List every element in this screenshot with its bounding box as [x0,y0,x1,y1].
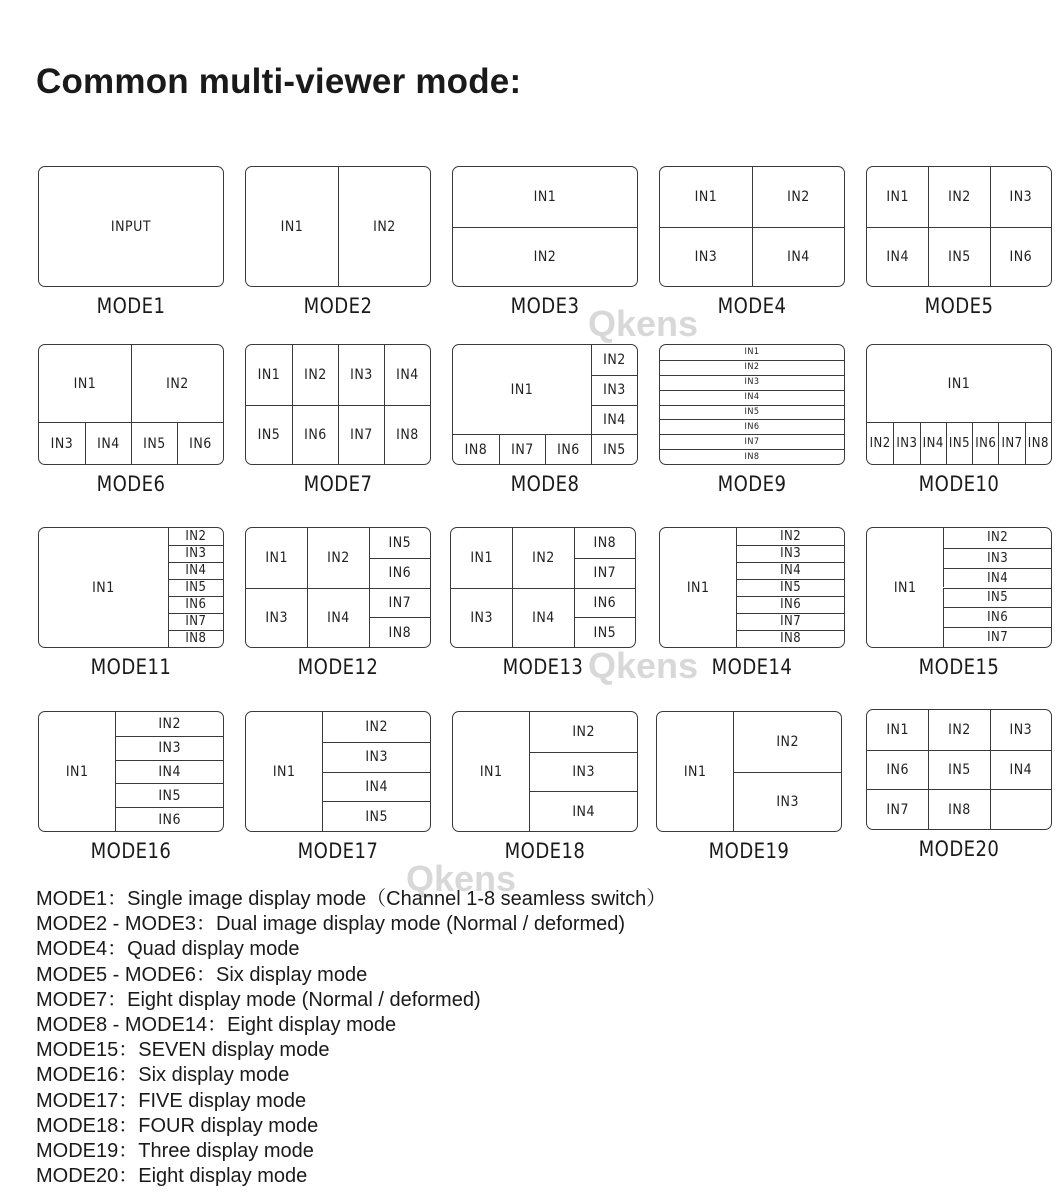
input-cell-in1: IN1 [686,579,710,596]
mode-label: MODE15 [918,655,1000,679]
input-cell-in6: IN6 [867,750,928,790]
mode-diagram-1 [38,166,224,318]
mode-diagram-6 [38,344,224,496]
input-cell-in1: IN1 [92,579,115,596]
input-cell-in8: IN8 [660,449,844,464]
mode-diagram-20 [866,709,1052,861]
input-cell-in6: IN6 [574,588,635,618]
mode-diagram-9 [659,344,845,496]
mode-description: MODE20：Eight display mode [36,1165,308,1188]
input-cell-in7: IN7 [574,558,635,588]
input-cell-in6: IN6 [943,607,1051,627]
input-cell-in6: IN6 [369,558,430,588]
input-cell-in5: IN5 [246,405,292,465]
mode-label: MODE11 [90,655,172,679]
mode-diagram-18 [452,711,638,863]
mode-diagram-19 [656,711,842,863]
input-cell-input: INPUT [110,218,152,235]
screen-layout [656,711,842,832]
mode-label: MODE12 [297,655,379,679]
mode-description: MODE15：SEVEN display mode [36,1039,330,1062]
input-cell-in6: IN6 [115,807,223,831]
input-cell-in5: IN5 [946,422,972,464]
input-cell-in2: IN2 [512,528,573,588]
input-cell-in2: IN2 [752,167,844,227]
mode-diagram-12 [245,527,431,679]
input-cell-in1: IN1 [886,721,909,738]
screen-layout [38,527,224,648]
input-cell-in7: IN7 [369,588,430,618]
input-cell-in2: IN2 [928,710,989,750]
input-cell-in1: IN1 [65,763,89,780]
screen-layout [866,709,1052,830]
mode-description: MODE1：Single image display mode（Channel 1-8 seamless switch） [36,888,667,910]
mode-label: MODE6 [96,472,166,496]
input-cell-in1: IN1 [73,375,97,392]
screen-layout [38,711,224,832]
input-cell-in2: IN2 [322,712,430,742]
input-cell-in7: IN7 [168,613,223,630]
screen-layout [245,166,431,287]
input-cell-in5: IN5 [168,579,223,596]
mode-diagram-5 [866,166,1052,318]
screen-layout [866,527,1052,648]
input-cell-in7: IN7 [867,789,928,829]
input-cell-in1: IN1 [280,218,304,235]
mode-description: MODE16：Six display mode [36,1064,290,1087]
screen-layout [245,344,431,465]
mode-label: MODE2 [303,294,373,318]
mode-label: MODE7 [303,472,373,496]
input-cell-in5: IN5 [928,750,989,790]
input-cell-in1: IN1 [893,579,917,596]
input-cell-in3: IN3 [736,545,844,562]
input-cell-in6: IN6 [292,405,338,465]
input-cell-in4: IN4 [920,422,946,464]
input-cell-in6: IN6 [168,596,223,613]
input-cell-in2: IN2 [131,345,223,422]
mode-diagram-3 [452,166,638,318]
mode-diagram-8 [452,344,638,496]
input-cell-in3: IN3 [733,772,841,832]
input-cell-in4: IN4 [867,227,928,287]
screen-layout [450,527,636,648]
mode-diagram-16 [38,711,224,863]
input-cell-in2: IN2 [591,345,637,375]
input-cell-in5: IN5 [736,579,844,596]
screen-layout [245,527,431,648]
mode-diagram-10 [866,344,1052,496]
input-cell-in7: IN7 [998,422,1024,464]
screen-layout [38,166,224,287]
watermark-logo: Qkens [588,303,699,344]
mode-diagram-13 [450,527,636,679]
input-cell-in3: IN3 [168,545,223,562]
input-cell-in2: IN2 [736,528,844,545]
input-cell-in3: IN3 [451,588,512,648]
mode-description: MODE4：Quad display mode [36,938,300,961]
screen-layout [866,344,1052,465]
mode-label: MODE1 [96,294,166,318]
input-cell-in7: IN7 [338,405,384,465]
input-cell-in6: IN6 [545,434,591,464]
input-cell-in6: IN6 [972,422,998,464]
input-cell-in5: IN5 [369,528,430,558]
input-cell-in4: IN4 [943,568,1051,588]
input-cell-in3: IN3 [990,710,1051,750]
input-cell-in1: IN1 [533,188,557,205]
screen-layout [452,344,638,465]
input-cell-in6: IN6 [660,419,844,434]
screen-layout [866,166,1052,287]
screen-layout [245,711,431,832]
input-cell-in4: IN4 [660,390,844,405]
mode-label: MODE13 [502,655,584,679]
input-cell-in1: IN1 [694,188,718,205]
page-title: Common multi-viewer mode: [36,62,522,101]
input-cell-in8: IN8 [928,789,989,829]
mode-label: MODE20 [918,837,1000,861]
mode-label: MODE19 [708,839,790,863]
mode-description-list [36,887,666,1189]
input-cell-in1: IN1 [479,763,503,780]
mode-description: MODE8 - MODE14：Eight display mode [36,1014,397,1037]
watermark-logo: Qkens [406,858,517,899]
input-cell-in3: IN3 [39,422,85,464]
input-cell-in2: IN2 [928,167,989,227]
watermark-logo: Qkens [588,645,699,686]
input-cell-in4: IN4 [384,345,430,405]
input-cell-in6: IN6 [990,227,1051,287]
mode-description: MODE19：Three display mode [36,1140,314,1163]
input-cell-in8: IN8 [453,434,499,464]
screen-layout [452,711,638,832]
input-cell-in5: IN5 [943,588,1051,608]
input-cell-in5: IN5 [660,405,844,420]
input-cell-in4: IN4 [322,772,430,802]
input-cell-in2: IN2 [529,712,637,752]
input-cell-in1: IN1 [886,188,909,205]
input-cell-in4: IN4 [736,562,844,579]
input-cell-in3: IN3 [591,375,637,405]
input-cell-in3: IN3 [322,742,430,772]
input-cell-in4: IN4 [307,588,368,648]
input-cell-in5: IN5 [928,227,989,287]
mode-description: MODE7：Eight display mode (Normal / deformed) [36,988,481,1011]
input-cell-in4: IN4 [85,422,131,464]
input-cell-in8: IN8 [574,528,635,558]
input-cell-in4: IN4 [168,562,223,579]
mode-label: MODE9 [717,472,787,496]
input-cell-in8: IN8 [1025,422,1051,464]
input-cell-in3: IN3 [990,167,1051,227]
input-cell-in8: IN8 [168,630,223,647]
mode-description: MODE2 - MODE3：Dual image display mode (Normal / deformed) [36,913,626,936]
input-cell-in3: IN3 [893,422,919,464]
input-cell-in2: IN2 [307,528,368,588]
input-cell-in4: IN4 [990,750,1051,790]
input-cell-in1: IN1 [510,381,534,398]
input-cell-in6: IN6 [736,596,844,613]
screen-layout [659,527,845,648]
input-cell-in3: IN3 [660,375,844,390]
input-cell-in4: IN4 [115,760,223,784]
input-cell-in1: IN1 [744,346,760,357]
screen-layout [659,344,845,465]
input-cell-in5: IN5 [131,422,177,464]
mode-label: MODE14 [711,655,793,679]
screen-layout [659,166,845,287]
mode-label: MODE4 [717,294,787,318]
input-cell-in8: IN8 [384,405,430,465]
mode-label: MODE5 [924,294,994,318]
input-cell-in7: IN7 [736,613,844,630]
input-cell-in1: IN1 [257,366,281,383]
screen-layout [38,344,224,465]
mode-label: MODE16 [90,839,172,863]
input-cell-in3: IN3 [943,548,1051,568]
input-cell-in7: IN7 [499,434,545,464]
input-cell-in2: IN2 [943,528,1051,548]
mode-label: MODE8 [510,472,580,496]
input-cell-in5: IN5 [322,801,430,831]
input-cell-in1: IN1 [265,549,288,566]
input-cell-in3: IN3 [115,736,223,760]
input-cell-in3: IN3 [338,345,384,405]
input-cell-in5: IN5 [115,783,223,807]
input-cell-in7: IN7 [660,434,844,449]
input-cell-in4: IN4 [529,791,637,831]
mode-diagram-11 [38,527,224,679]
mode-label: MODE3 [510,294,580,318]
mode-label: MODE17 [297,839,379,863]
input-cell-in4: IN4 [512,588,573,648]
input-cell-in4: IN4 [752,227,844,287]
mode-diagram-14 [659,527,845,679]
input-cell-in6: IN6 [177,422,223,464]
mode-label: MODE10 [918,472,1000,496]
input-cell-in2: IN2 [168,528,223,545]
mode-diagram-2 [245,166,431,318]
input-cell-in8: IN8 [369,617,430,647]
mode-description: MODE17：FIVE display mode [36,1089,307,1112]
input-cell-in4: IN4 [591,405,637,435]
input-cell-in3: IN3 [660,227,752,287]
input-cell-in2: IN2 [660,360,844,375]
input-cell-in3: IN3 [246,588,307,648]
input-cell-in5: IN5 [574,617,635,647]
screen-layout [452,166,638,287]
input-cell-in2: IN2 [338,167,430,286]
input-cell-in1: IN1 [947,375,971,392]
input-cell-in1: IN1 [683,763,707,780]
input-cell-in7: IN7 [943,627,1051,647]
input-cell-in1: IN1 [470,549,493,566]
mode-diagram-4 [659,166,845,318]
input-cell-in2: IN2 [292,345,338,405]
mode-description: MODE5 - MODE6：Six display mode [36,963,368,986]
input-cell-in2: IN2 [115,712,223,736]
mode-description: MODE18：FOUR display mode [36,1114,319,1137]
input-cell-in3: IN3 [529,752,637,792]
input-cell-in2: IN2 [453,227,637,287]
input-cell-in1: IN1 [272,763,296,780]
input-cell-in2: IN2 [733,712,841,772]
input-cell-in5: IN5 [591,434,637,464]
mode-label: MODE18 [504,839,586,863]
mode-diagram-7 [245,344,431,496]
empty-cell [990,789,1051,829]
input-cell-in2: IN2 [867,422,893,464]
input-cell-in8: IN8 [736,630,844,647]
mode-diagram-17 [245,711,431,863]
mode-diagram-15 [866,527,1052,679]
